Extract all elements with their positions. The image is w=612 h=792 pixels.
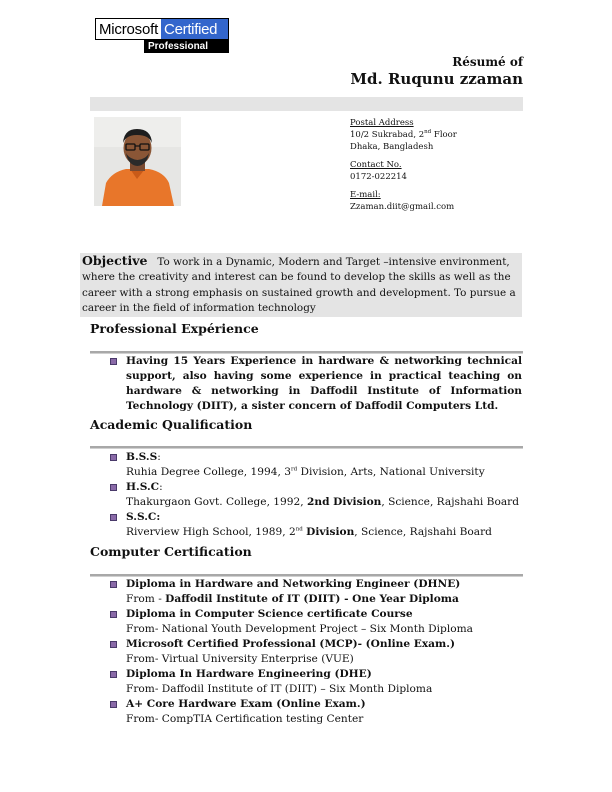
profile-photo <box>94 117 181 206</box>
certification-source: From - Daffodil Institute of IT (DIIT) - One Year Diploma <box>126 593 459 605</box>
experience-list <box>110 354 522 414</box>
bullet-square-icon <box>110 358 117 365</box>
degree-heading: B.S.S: <box>126 451 161 463</box>
objective-heading: Objective <box>82 253 148 268</box>
person-portrait-icon <box>94 117 181 206</box>
experience-title: Professional Expérience <box>90 321 259 336</box>
logo-professional-text: Professional <box>144 40 229 53</box>
logo-microsoft-text: Microsoft <box>96 19 161 39</box>
bullet-square-icon <box>110 611 117 618</box>
microsoft-certified-logo <box>95 18 229 54</box>
contact-block <box>350 117 457 213</box>
certification-list <box>110 577 522 727</box>
logo-certified-text: Certified <box>161 19 228 39</box>
certification-name: Diploma in Hardware and Networking Engineer (DHNE) <box>126 578 461 590</box>
experience-text: Having 15 Years Experience in hardware & networking technical support, also having some experience in practical teaching on hardware & networking in Daffodil Institute of Information Technology (DIIT), a sister concern of Daffodil Computers Ltd. <box>126 355 522 412</box>
bullet-square-icon <box>110 701 117 708</box>
contact-number-label: Contact No. <box>350 160 402 170</box>
certification-title: Computer Certification <box>90 544 252 559</box>
list-item <box>110 697 522 712</box>
degree-detail: Thakurgaon Govt. College, 1992, 2nd Division, Science, Rajshahi Board <box>126 496 519 508</box>
list-item <box>110 667 522 682</box>
objective-section <box>80 253 522 317</box>
list-item <box>110 607 522 622</box>
degree-heading: H.S.C: <box>126 481 163 493</box>
bullet-square-icon <box>110 581 117 588</box>
list-item <box>110 480 522 495</box>
academic-rule <box>90 446 523 449</box>
contact-number: 0172-022214 <box>350 172 407 182</box>
bullet-square-icon <box>110 641 117 648</box>
resume-of-label: Résumé of <box>452 55 523 69</box>
postal-address-line1: 10/2 Sukrabad, 2nd Floor <box>350 129 457 140</box>
list-item <box>110 577 522 592</box>
bullet-square-icon <box>110 484 117 491</box>
objective-text: To work in a Dynamic, Modern and Target –intensive environment, where the creativity and interest can be found to develop the skills as well as the career with a strong emphasis on sustained growth and development. To pursue a career in the field of information technology <box>82 256 516 315</box>
certification-source: From- Virtual University Enterprise (VUE) <box>126 653 354 665</box>
degree-detail: Ruhia Degree College, 1994, 3rd Division, Arts, National University <box>126 466 485 478</box>
list-item <box>110 354 522 414</box>
certification-name: A+ Core Hardware Exam (Online Exam.) <box>126 698 366 710</box>
degree-detail: Riverview High School, 1989, 2nd Division, Science, Rajshahi Board <box>126 526 492 538</box>
postal-address-line2: Dhaka, Bangladesh <box>350 142 434 152</box>
certification-name: Diploma in Computer Science certificate Course <box>126 608 413 620</box>
email-label: E-mail: <box>350 190 381 200</box>
degree-heading: S.S.C: <box>126 511 161 523</box>
postal-address-label: Postal Address <box>350 118 414 128</box>
bullet-square-icon <box>110 454 117 461</box>
list-item <box>110 637 522 652</box>
certification-source: From- CompTIA Certification testing Center <box>126 713 364 725</box>
header-divider-band <box>90 97 523 111</box>
list-item <box>110 510 522 525</box>
certification-source: From- National Youth Development Project – Six Month Diploma <box>126 623 473 635</box>
certification-name: Microsoft Certified Professional (MCP)- (Online Exam.) <box>126 638 455 650</box>
bullet-square-icon <box>110 514 117 521</box>
academic-title: Academic Qualification <box>90 417 253 432</box>
list-item <box>110 450 522 465</box>
certification-name: Diploma In Hardware Engineering (DHE) <box>126 668 372 680</box>
email-address[interactable]: Zzaman.diit@gmail.com <box>350 202 455 212</box>
candidate-name: Md. Ruqunu zzaman <box>350 70 523 88</box>
academic-list <box>110 450 522 540</box>
bullet-square-icon <box>110 671 117 678</box>
certification-source: From- Daffodil Institute of IT (DIIT) – Six Month Diploma <box>126 683 433 695</box>
